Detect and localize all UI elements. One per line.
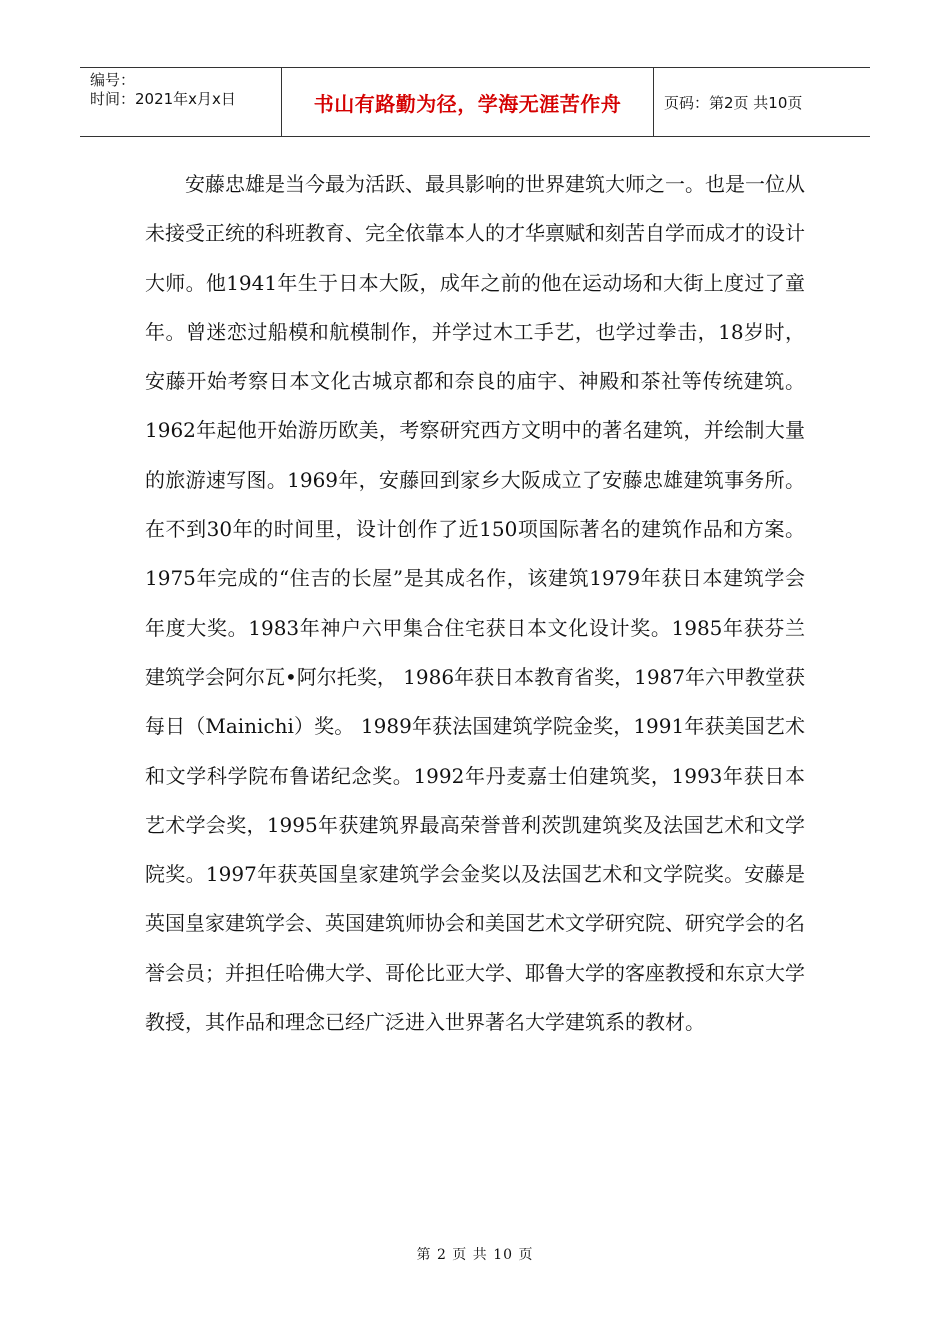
document-date: 时间：2021年x月x日: [90, 90, 236, 108]
page-header: [80, 67, 870, 137]
header-motto: 书山有路勤为径，学海无涯苦作舟: [282, 68, 654, 136]
document-number: 编号：: [90, 71, 136, 89]
header-meta: [80, 68, 282, 136]
body-paragraph: 安藤忠雄是当今最为活跃、最具影响的世界建筑大师之一。也是一位从未接受正统的科班教育、完全依靠本人的才华禀赋和刻苦自学而成才的设计大师。他1941年生于日本大阪，成年之前的他在运动场和大街上度过了童年。曾迷恋过船模和航模制作，并学过木工手艺，也学过拳击，18岁时，安藤开始考察日本文化古城京都和奈良的庙宇、神殿和茶社等传统建筑。1962年起他开始游历欧美，考察研究西方文明中的著名建筑，并绘制大量的旅游速写图。1969年，安藤回到家乡大阪成立了安藤忠雄建筑事务所。在不到30年的时间里，设计创作了近150项国际著名的建筑作品和方案。1975年完成的“住吉的长屋”是其成名作，该建筑1979年获日本建筑学会年度大奖。1983年神户六甲集合住宅获日本文化设计奖。1985年获芬兰建筑学会阿尔瓦•阿尔托奖， 1986年获日本教育省奖，1987年六甲教堂获每日（Mainichi）奖。 1989年获法国建筑学院金奖，1991年获美国艺术和文学科学院布鲁诺纪念奖。1992年丹麦嘉士伯建筑奖，1993年获日本艺术学会奖，1995年获建筑界最高荣誉普利茨凯建筑奖及法国艺术和文学院奖。1997年获英国皇家建筑学会金奖以及法国艺术和文学院奖。安藤是英国皇家建筑学会、英国建筑师协会和美国艺术文学研究院、研究学会的名誉会员；并担任哈佛大学、哥伦比亚大学、耶鲁大学的客座教授和东京大学教授，其作品和理念已经广泛进入世界著名大学建筑系的教材。: [145, 172, 805, 1035]
header-page-info: 页码：第2页 共10页: [664, 93, 803, 112]
page-footer: 第 2 页 共 10 页: [416, 1247, 534, 1263]
